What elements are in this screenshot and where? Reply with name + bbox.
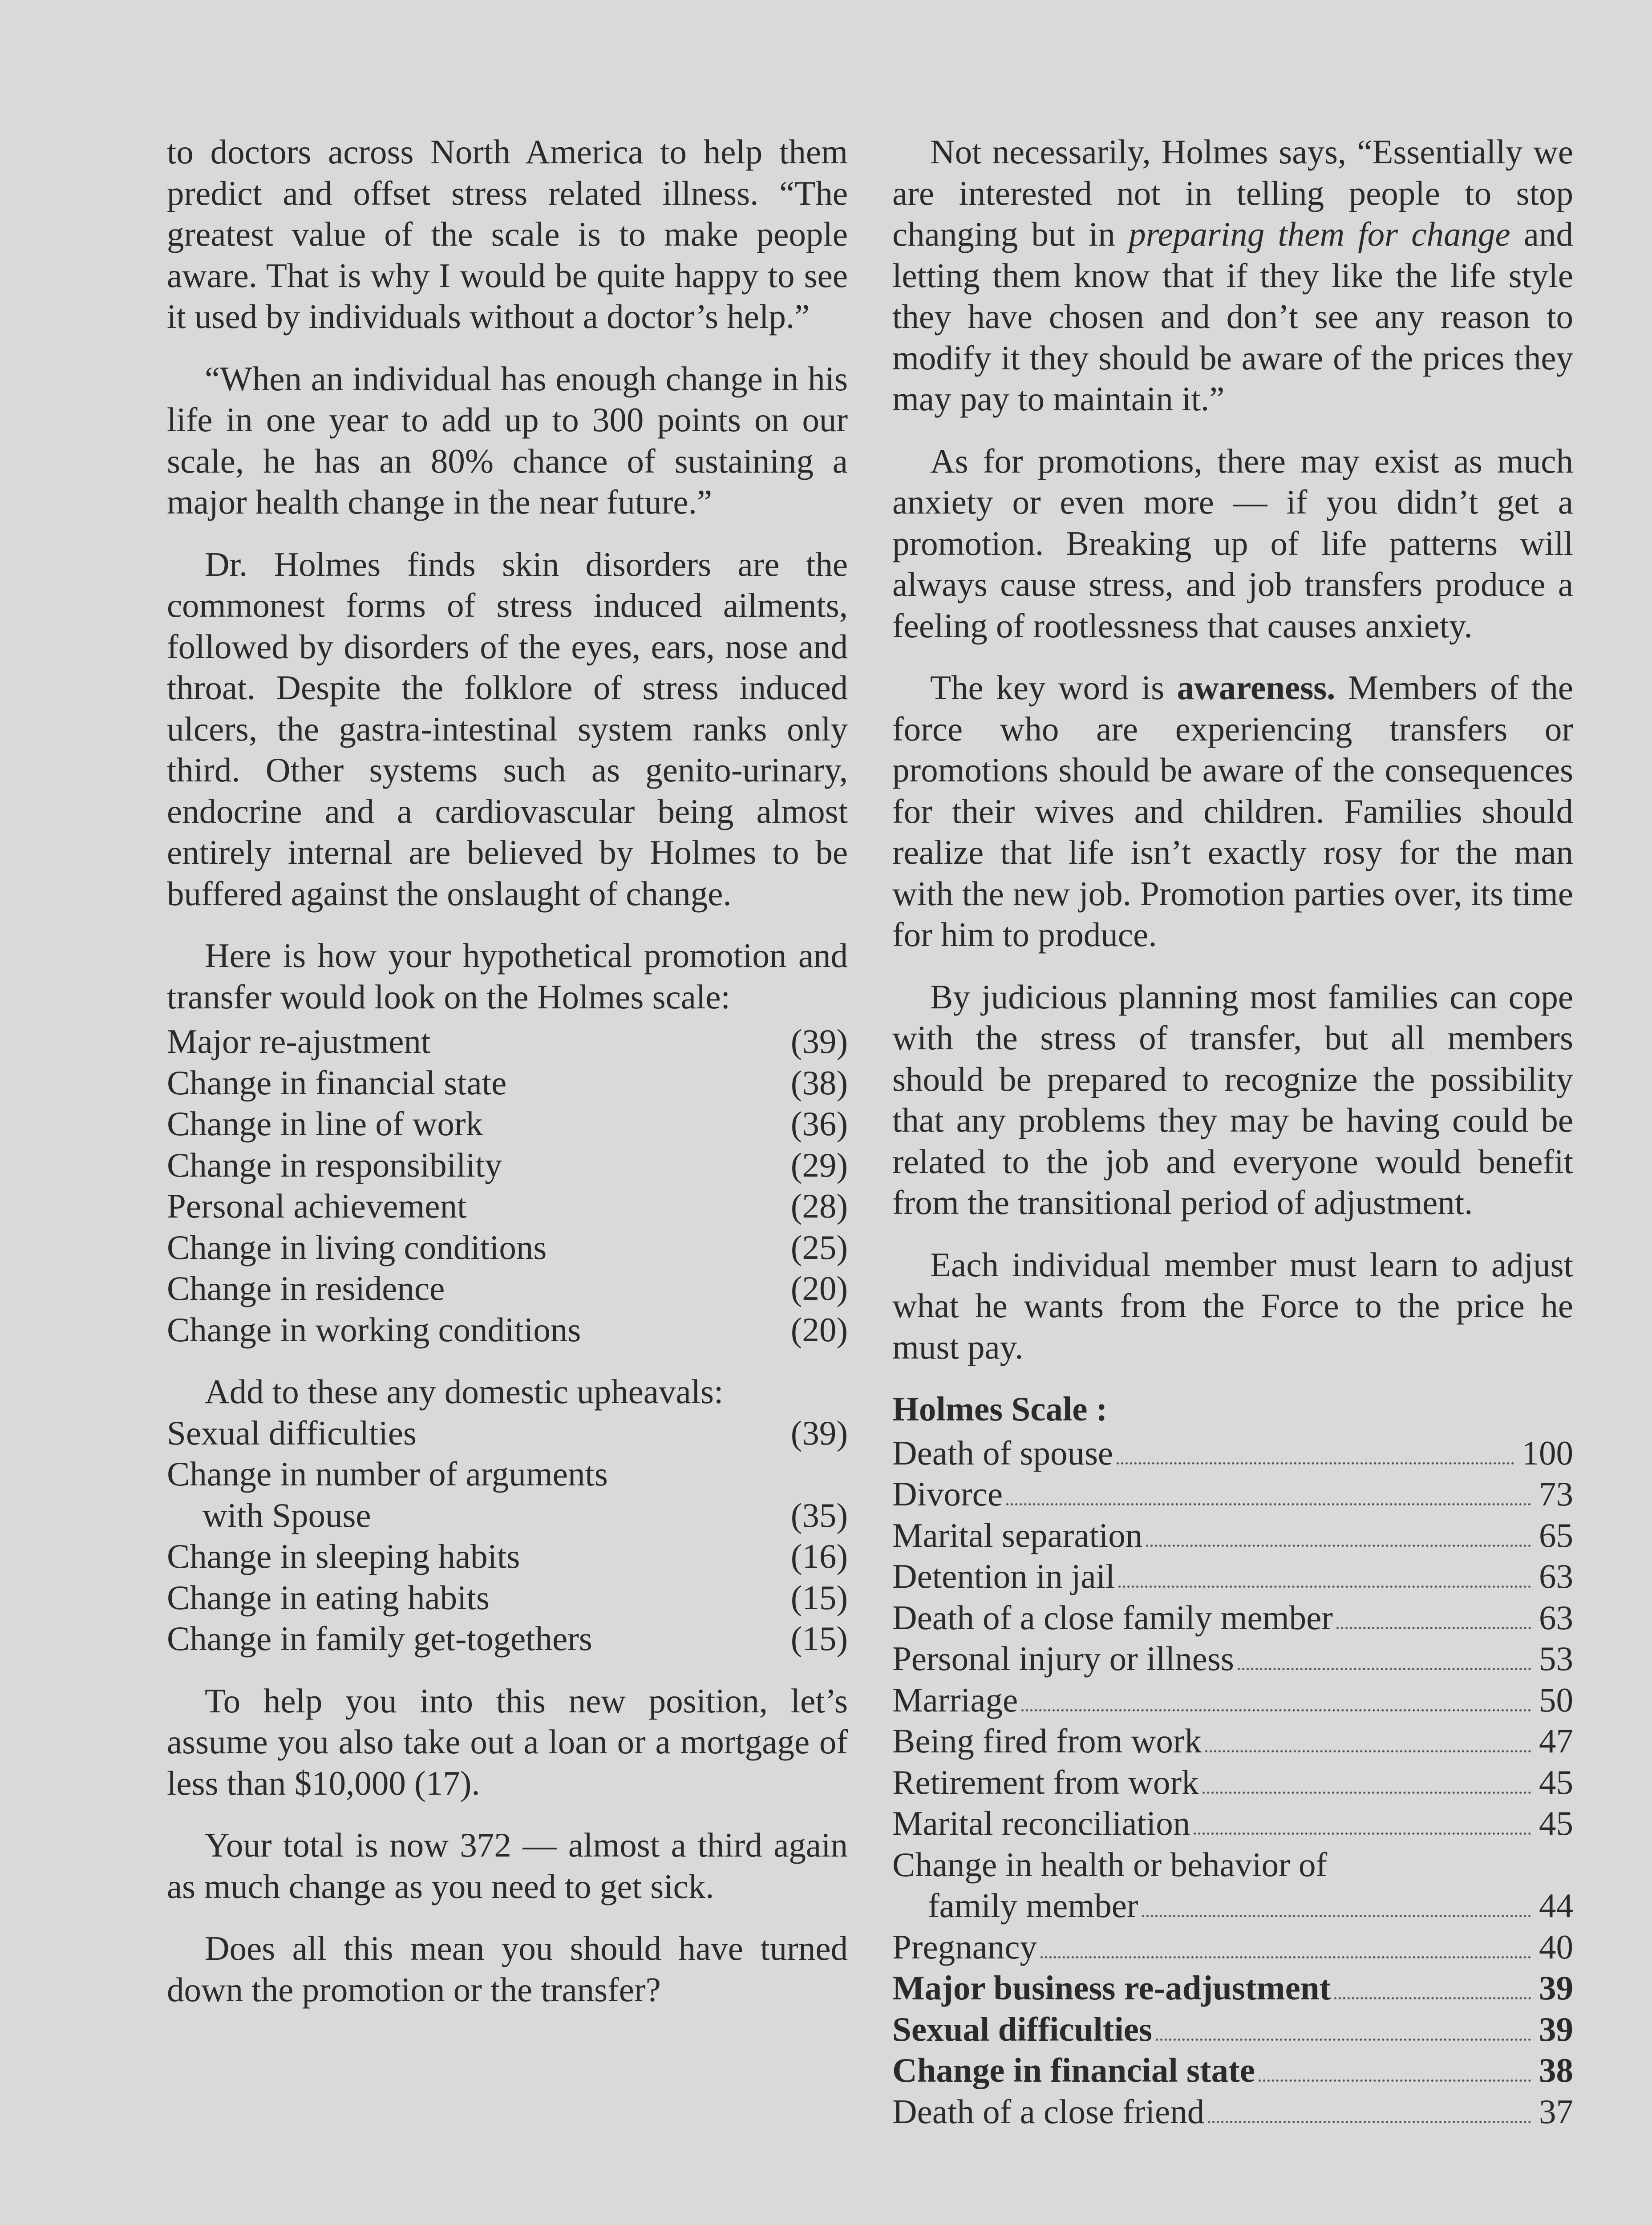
leader-dots <box>1146 1545 1531 1547</box>
scale-row-highlighted: Sexual difficulties 39 <box>892 2010 1573 2048</box>
list-item: Change in residence (20) <box>167 1269 848 1307</box>
leader-dots <box>1117 1462 1514 1464</box>
list-item: Personal achievement (28) <box>167 1187 848 1225</box>
promotion-scale-list <box>167 1021 848 1350</box>
scale-row-highlighted: Change in financial state 38 <box>892 2051 1573 2089</box>
paragraph: Each individual member must learn to adjust what he wants from the Force to the price he must pay. <box>892 1245 1573 1366</box>
leader-dots <box>1259 2079 1531 2082</box>
leader-dots <box>1334 1997 1531 1999</box>
scale-row: Death of a close friend 37 <box>892 2092 1573 2131</box>
scale-row-continuation: family member 44 <box>928 1886 1573 1925</box>
paragraph: To help you into this new position, let’s assume you also take out a loan or a mortgage of less than $10,000 (17). <box>167 1681 848 1802</box>
left-column <box>167 131 848 2010</box>
domestic-upheavals-list <box>167 1371 848 1659</box>
right-column <box>892 131 1573 2132</box>
paragraph: Does all this mean you should have turned down the promotion or the transfer? <box>167 1929 848 2009</box>
list-intro: Add to these any domestic upheavals: <box>205 1372 724 1411</box>
leader-dots <box>1041 1956 1531 1958</box>
scale-row: Personal injury or illness 53 <box>892 1639 1573 1678</box>
leader-dots <box>1238 1668 1531 1670</box>
scale-row: Being fired from work 47 <box>892 1722 1573 1760</box>
paragraph: Not necessarily, Holmes says, “Essentially we are interested not in telling people to stop changing but in preparing them for change and letting them know that if they like the life style they have chosen and don’t see any reason to modify it they should be aware of the prices they may pay to maintain it.” <box>892 133 1573 418</box>
leader-dots <box>1203 1792 1531 1794</box>
leader-dots <box>1006 1503 1531 1505</box>
list-item: Change in living conditions (25) <box>167 1228 848 1266</box>
scale-row: Death of spouse 100 <box>892 1433 1573 1472</box>
leader-dots <box>1205 1750 1531 1752</box>
holmes-scale-heading: Holmes Scale : <box>892 1390 1108 1428</box>
list-item: Change in responsibility (29) <box>167 1145 848 1184</box>
scale-row: Pregnancy 40 <box>892 1927 1573 1966</box>
paragraph: As for promotions, there may exist as much anxiety or even more — if you didn’t get a promotion. Breaking up of life patterns will always cause stress, and job transfers produce a feeling of rootlessness that causes anxiety. <box>892 441 1573 645</box>
scale-row: Death of a close family member 63 <box>892 1598 1573 1637</box>
paragraph: Dr. Holmes finds skin disorders are the commonest forms of stress induced ailments, followed by disorders of the eyes, ears, nose and throat. Despite the folklore of stress induced ulcers, the gastra-intestinal system ranks only third. Other systems such as genito-urinary, endocrine and a cardiovascular being almost entirely internal are believed by Holmes to be buffered against the onslaught of change. <box>167 545 848 913</box>
paragraph: By judicious planning most families can cope with the stress of transfer, but all members should be prepared to recognize the possibility that any problems they may be having could be related to the job and everyone would benefit from the transitional period of adjustment. <box>892 977 1573 1222</box>
leader-dots <box>1142 1915 1531 1917</box>
list-item: Major re-ajustment (39) <box>167 1022 848 1060</box>
list-item: Change in line of work (36) <box>167 1104 848 1143</box>
paragraph: Your total is now 372 — almost a third again as much change as you need to get sick. <box>167 1826 848 1905</box>
leader-dots <box>1208 2121 1531 2123</box>
list-item-continuation: with Spouse (35) <box>202 1496 848 1534</box>
paragraph: Here is how your hypothetical promotion and transfer would look on the Holmes scale: <box>167 936 848 1016</box>
leader-dots <box>1021 1709 1531 1711</box>
scale-row-highlighted: Major business re-adjustment 39 <box>892 1969 1573 2007</box>
leader-dots <box>1336 1627 1531 1629</box>
scale-row: Marital separation 65 <box>892 1516 1573 1554</box>
scale-row: Change in health or behavior of <box>892 1845 1328 1884</box>
leader-dots <box>1156 2039 1531 2041</box>
list-item: Change in number of arguments <box>167 1455 608 1493</box>
paragraph: to doctors across North America to help them predict and offset stress related illness. “The greatest value of the scale is to make people aware. That is why I would be quite happy to see it used by individuals without a doctor’s help.” <box>167 133 848 336</box>
list-item: Change in sleeping habits (16) <box>167 1537 848 1575</box>
list-item: Change in eating habits (15) <box>167 1578 848 1617</box>
emphasis: preparing them for change <box>1129 215 1510 253</box>
keyword: awareness. <box>1177 668 1336 707</box>
scale-row: Divorce 73 <box>892 1475 1573 1513</box>
list-item: Change in financial state (38) <box>167 1063 848 1102</box>
list-item: Change in working conditions (20) <box>167 1310 848 1349</box>
holmes-scale-table <box>892 1432 1573 2132</box>
paragraph: “When an individual has enough change in his life in one year to add up to 300 points on our scale, he has an 80% chance of sustaining a major health change in the near future.” <box>167 359 848 521</box>
scale-row: Detention in jail 63 <box>892 1557 1573 1595</box>
scale-row: Marriage 50 <box>892 1680 1573 1719</box>
scale-row: Retirement from work 45 <box>892 1763 1573 1801</box>
list-item: Change in family get-togethers (15) <box>167 1619 848 1658</box>
leader-dots <box>1194 1833 1531 1835</box>
paragraph: The key word is awareness. Members of the force who are experiencing transfers or promotions should be aware of the consequences for their wives and children. Families should realize that life isn’t exactly rosy for the man with the new job. Promotion parties over, its time for him to produce. <box>892 668 1573 954</box>
list-item: Sexual difficulties (39) <box>167 1413 848 1452</box>
leader-dots <box>1118 1586 1531 1588</box>
scale-row: Marital reconciliation 45 <box>892 1804 1573 1842</box>
